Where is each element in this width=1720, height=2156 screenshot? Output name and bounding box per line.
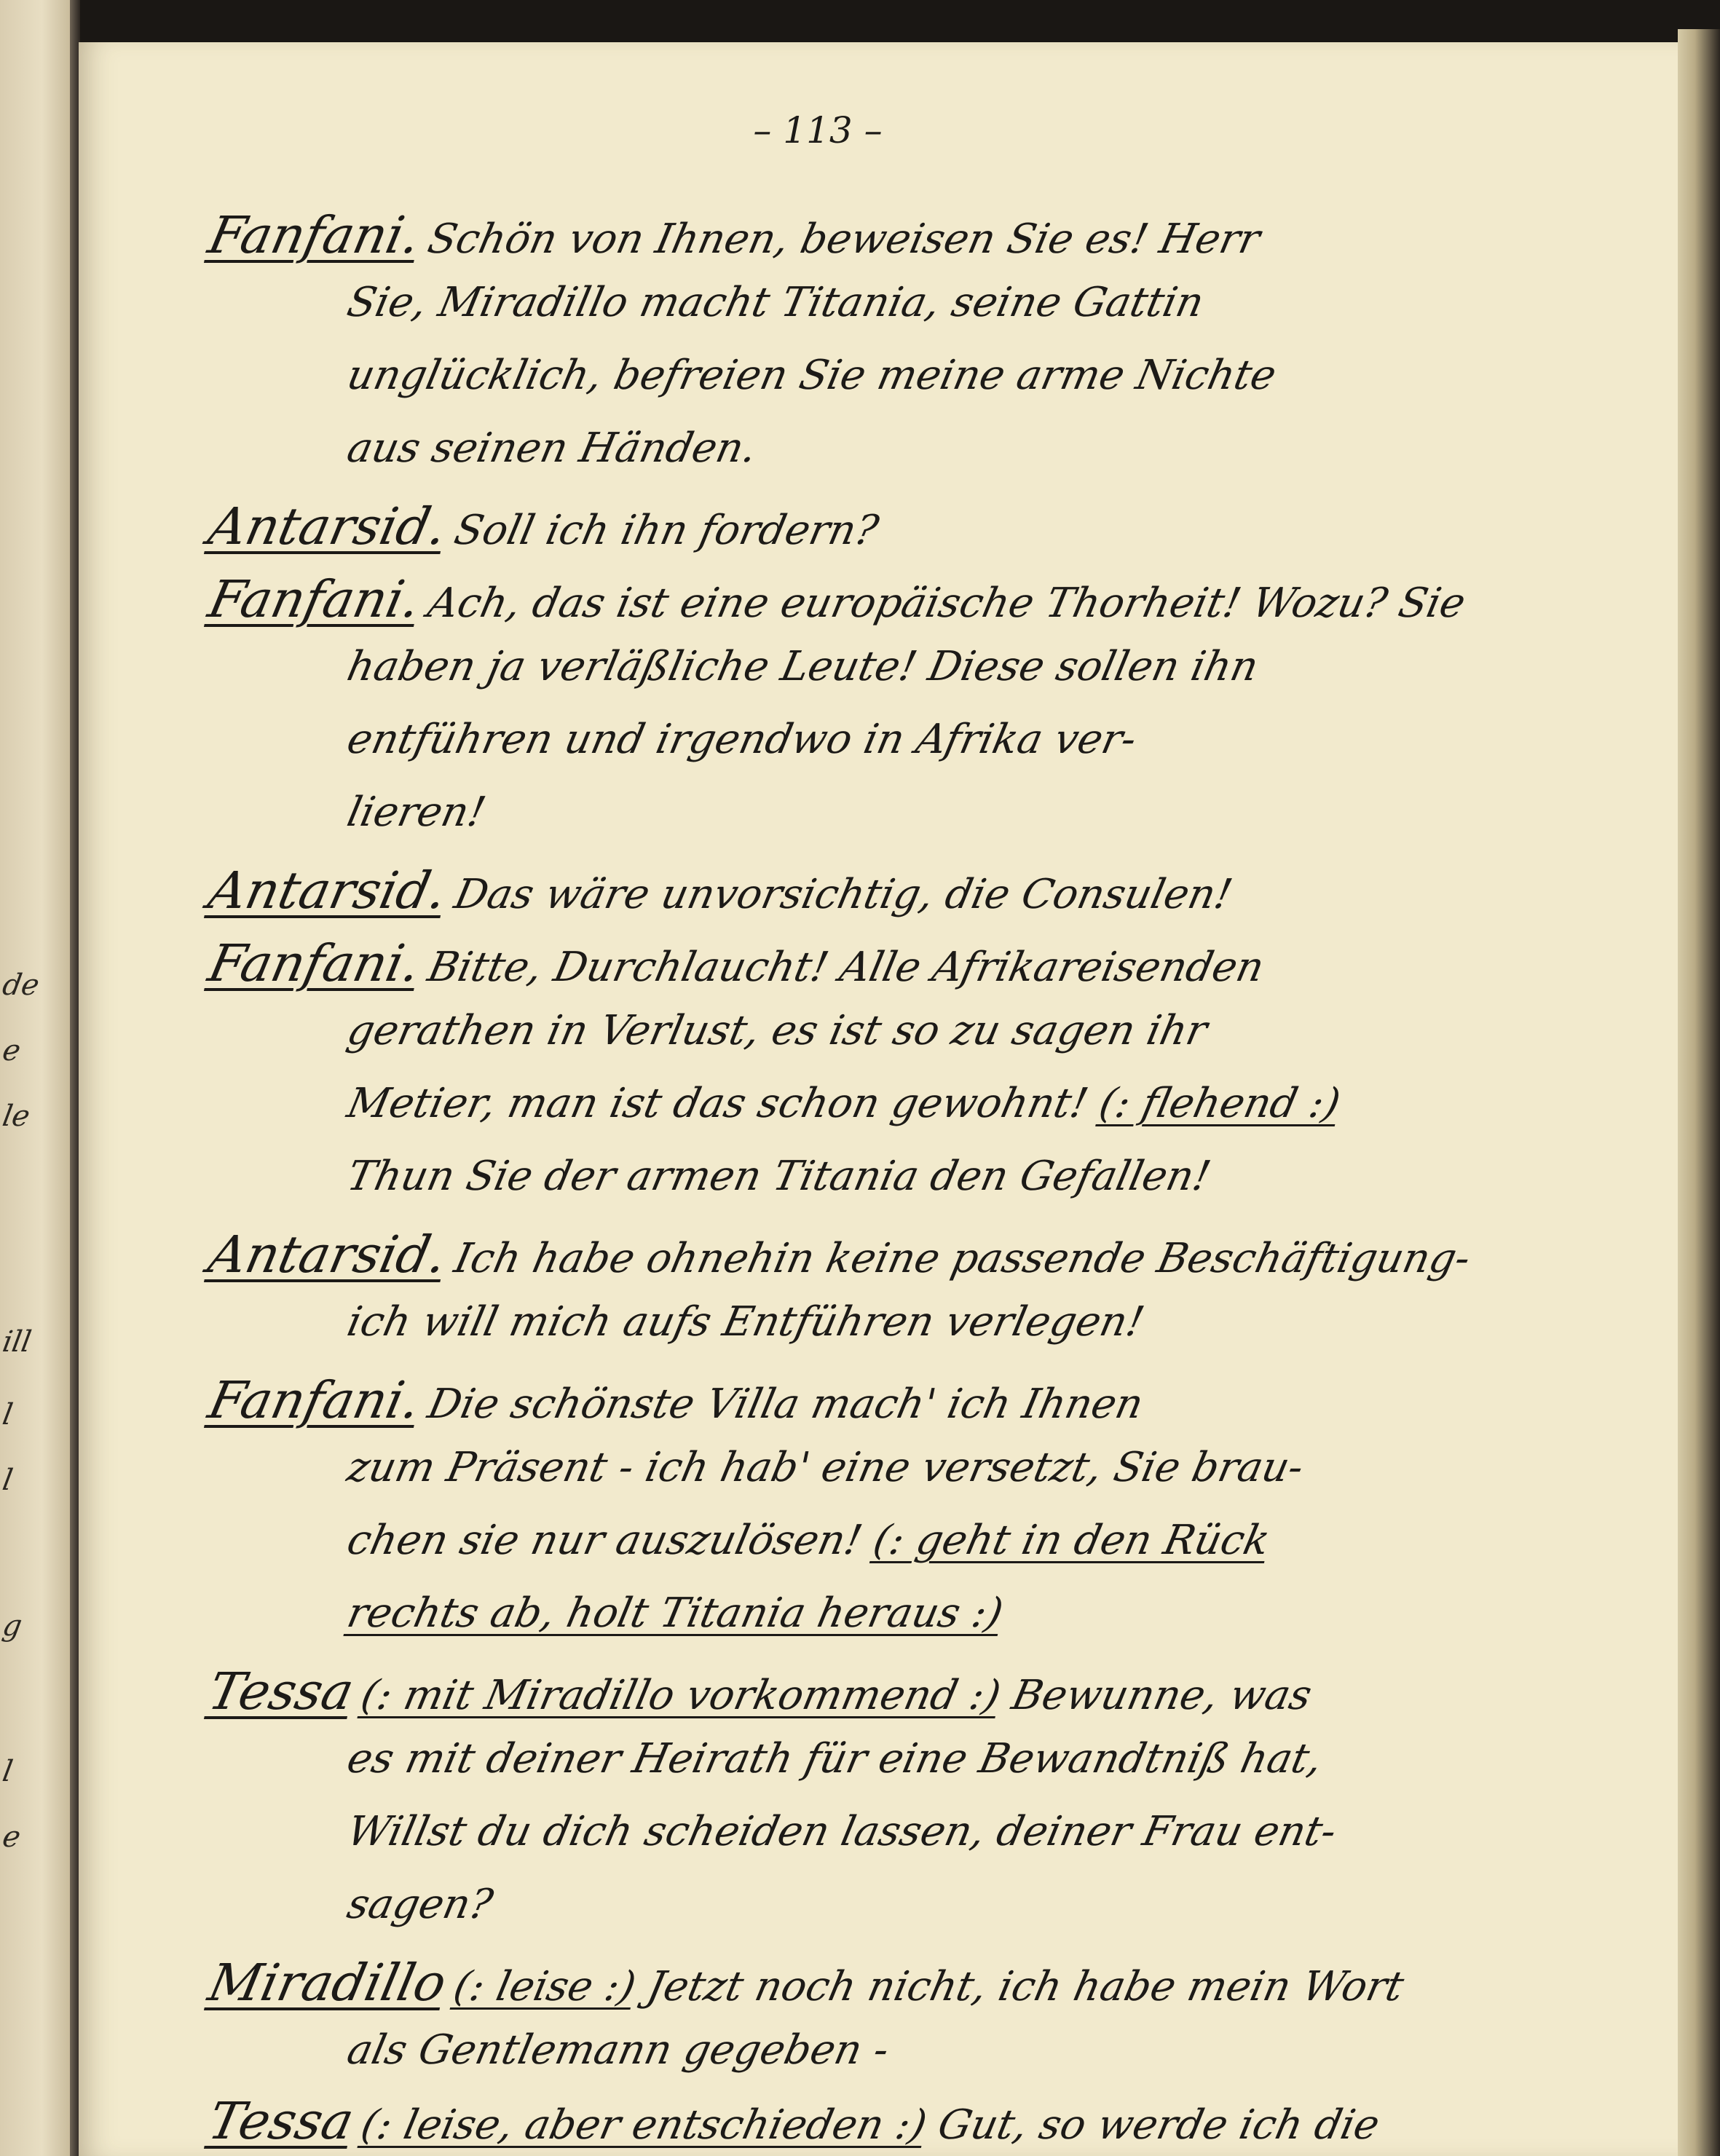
margin-fragment: de (0, 968, 42, 1002)
script-line (343, 1735, 1327, 1782)
script-line (343, 643, 1263, 690)
script-line (343, 1517, 1274, 1564)
line-text: chen sie nur auszulösen! (343, 1517, 867, 1564)
line-text: Die schönste Villa mach' ich Ihnen (423, 1381, 1148, 1428)
script-line (343, 1881, 497, 1928)
line-text: Jetzt noch nicht, ich habe mein Wort (642, 1963, 1408, 2010)
margin-fragment: g (0, 1609, 25, 1643)
line-text: Gut, so werde ich die (934, 2101, 1384, 2149)
script-line (343, 352, 1281, 399)
script-line (343, 1808, 1341, 1855)
script-line (343, 2026, 893, 2074)
stage-direction: (: leise :) (449, 1963, 640, 2010)
script-line (203, 933, 1270, 993)
script-line (343, 1590, 1008, 1637)
speaker-name: Antarsid. (203, 861, 453, 920)
speaker-name: Tessa (203, 2091, 359, 2151)
margin-fragment: l (0, 1398, 15, 1432)
stage-direction: (: geht in den Rück (869, 1517, 1274, 1564)
page-edge (1678, 29, 1720, 2156)
line-text: aus seinen Händen. (343, 425, 762, 472)
script-line (203, 497, 884, 556)
script-line (343, 1444, 1308, 1491)
stage-direction: (: leise, aber entschieden :) (357, 2101, 931, 2149)
line-text: Ich habe ohnehin keine passende Beschäftigung- (450, 1235, 1475, 1282)
script-line (203, 1225, 1476, 1284)
line-text: Schön von Ihnen, beweisen Sie es! Herr (423, 216, 1265, 263)
margin-fragment: l (0, 1464, 15, 1497)
line-text: entführen und irgendwo in Afrika ver- (343, 716, 1141, 763)
line-text: als Gentlemann gegeben - (343, 2026, 893, 2074)
line-text: sagen? (343, 1881, 497, 1928)
stage-direction: rechts ab, holt Titania heraus :) (343, 1590, 1008, 1637)
speaker-name: Tessa (203, 1662, 359, 1721)
script-line (343, 789, 490, 836)
speaker-name: Fanfani. (203, 569, 426, 629)
page-number: – 113 – (753, 109, 883, 151)
line-text: lieren! (343, 789, 490, 836)
speaker-name: Antarsid. (203, 497, 453, 556)
line-text: Sie, Miradillo macht Titania, seine Gattin (343, 279, 1208, 326)
script-line (343, 1153, 1215, 1200)
script-line (343, 425, 762, 472)
script-line (343, 1007, 1212, 1054)
script-line (343, 1080, 1345, 1127)
speaker-name: Antarsid. (203, 1225, 453, 1284)
line-text: gerathen in Verlust, es ist so zu sagen ihr (343, 1007, 1212, 1054)
script-line (203, 205, 1266, 265)
script-line (343, 716, 1141, 763)
line-text: Das wäre unvorsichtig, die Consulen! (450, 871, 1236, 918)
margin-fragment: le (0, 1099, 33, 1133)
line-text: Thun Sie der armen Titania den Gefallen! (343, 1153, 1215, 1200)
line-text: zum Präsent - ich hab' eine versetzt, Sie brau- (343, 1444, 1308, 1491)
line-text: Bitte, Durchlaucht! Alle Afrikareisenden (423, 944, 1269, 991)
line-text: haben ja verläßliche Leute! Diese sollen ihn (343, 643, 1263, 690)
script-line (203, 1370, 1149, 1430)
line-text: es mit deiner Heirath für eine Bewandtniß hat, (343, 1735, 1327, 1782)
script-line (343, 279, 1208, 326)
line-text: Willst du dich scheiden lassen, deiner Frau ent- (343, 1808, 1341, 1855)
script-line (203, 1662, 1317, 1721)
line-text: Soll ich ihn fordern? (450, 507, 883, 554)
speaker-name: Miradillo (203, 1953, 452, 2013)
stage-direction: (: flehend :) (1094, 1080, 1345, 1127)
script-line (203, 1953, 1410, 2013)
script-line (203, 861, 1238, 920)
speaker-name: Fanfani. (203, 205, 426, 265)
stage-direction: (: mit Miradillo vorkommend :) (357, 1672, 1005, 1719)
script-line (343, 1298, 1148, 1346)
margin-fragment: ill (0, 1325, 34, 1359)
line-text: Ach, das ist eine europäische Thorheit! Wozu? Sie (423, 580, 1470, 627)
manuscript-page (79, 42, 1678, 2156)
speaker-name: Fanfani. (203, 933, 426, 993)
speaker-name: Fanfani. (203, 1370, 426, 1430)
script-line (203, 2091, 1385, 2151)
margin-fragment: e (0, 1034, 23, 1067)
left-page-edge (0, 0, 70, 2156)
script-line (203, 569, 1471, 629)
line-text: Bewunne, was (1007, 1672, 1316, 1719)
line-text: unglücklich, befreien Sie meine arme Nichte (343, 352, 1281, 399)
line-text: Metier, man ist das schon gewohnt! (343, 1080, 1092, 1127)
margin-fragment: e (0, 1820, 23, 1854)
margin-fragment: l (0, 1755, 15, 1788)
line-text: ich will mich aufs Entführen verlegen! (343, 1298, 1148, 1346)
